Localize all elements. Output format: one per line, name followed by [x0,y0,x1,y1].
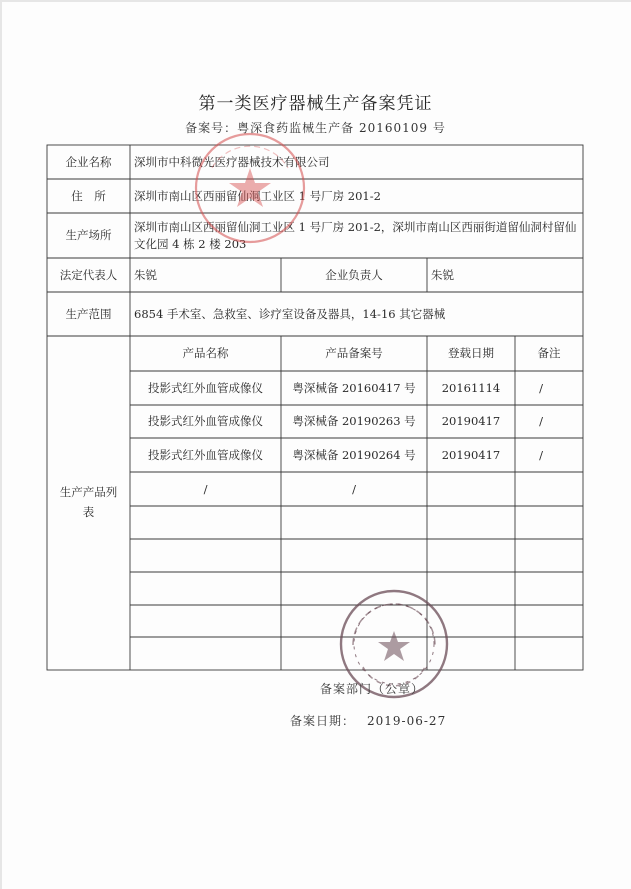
filing-department: 备案部门（公章） [320,682,425,696]
table-row-4-product: / [203,481,208,496]
principal-label: 企业负责人 [325,267,383,282]
table-row-1-remark: / [539,380,543,395]
table-row-2-product: 投影式红外血管成像仪 [148,414,263,428]
address-value: 深圳市南山区西丽留仙洞工业区 1 号厂房 201-2 [134,188,381,203]
table-row-3-date: 20190417 [441,447,501,462]
header-record-number: 产品备案号 [325,346,383,360]
production-site-value: 深圳市南山区西丽留仙洞工业区 1 号厂房 201-2，深圳市南山区西丽街道留仙洞村留仙文化园 4 栋 2 楼 203 [134,219,577,251]
document-title: 第一类医疗器械生产备案凭证 [198,94,433,114]
table-row-1-record: 粤深械备 20160417 号 [292,380,416,395]
table-row-3-record: 粤深械备 20190264 号 [292,447,416,462]
table-row-2-date: 20190417 [441,414,501,428]
legal-representative-value: 朱锐 [134,267,157,282]
principal-value: 朱锐 [431,267,454,282]
production-scope-value: 6854 手术室、急救室、诊疗室设备及器具，14-16 其它器械 [134,306,446,321]
record-number: 备案号：粤深食药监械生产备 20160109 号 [185,121,446,135]
scan-edge-top [0,0,631,2]
table-row-3-product: 投影式红外血管成像仪 [148,447,263,462]
production-site-label: 生产场所 [65,228,112,242]
table-row-2-record: 粤深械备 20190263 号 [292,414,416,428]
company-name-value: 深圳市中科微光医疗器械技术有限公司 [134,154,330,169]
table-row-4-record: / [352,481,356,496]
company-name-label: 企业名称 [65,154,112,169]
header-product-name: 产品名称 [182,346,229,360]
table-row-1-product: 投影式红外血管成像仪 [148,380,263,395]
official-seal-top [190,128,310,248]
address-label: 住 所 [71,188,106,203]
filing-date-label: 备案日期： [290,714,356,728]
header-remarks: 备注 [537,346,561,360]
filing-date-value: 2019-06-27 [367,714,447,728]
legal-representative-label: 法定代表人 [59,267,118,282]
table-row-1-date: 20161114 [441,380,501,395]
table-row-3-remark: / [539,447,543,462]
production-scope-label: 生产范围 [65,306,112,321]
filing-date-line [290,712,446,729]
product-list-label: 生产产品列表 [59,485,118,519]
header-publish-date: 登载日期 [448,346,494,360]
table-row-2-remark: / [539,414,543,428]
